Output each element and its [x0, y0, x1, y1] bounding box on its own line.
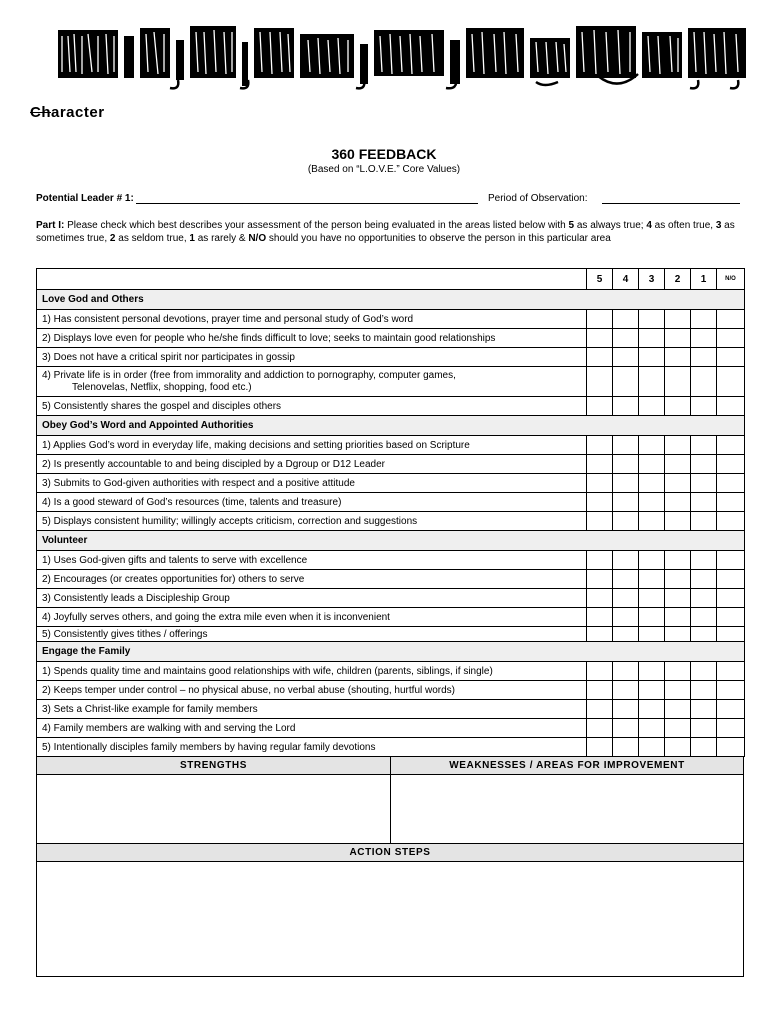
rating-cell-2[interactable] [665, 627, 691, 642]
action-steps-header: ACTION STEPS [37, 843, 743, 862]
rating-cell-1[interactable] [691, 608, 717, 627]
rating-cell-3[interactable] [639, 700, 665, 719]
rating-cell-1[interactable] [691, 397, 717, 416]
rating-cell-2[interactable] [665, 512, 691, 531]
rating-cell-4[interactable] [613, 738, 639, 757]
comments-section [36, 756, 744, 977]
rating-header-1: 1 [691, 269, 717, 290]
rating-cell-3[interactable] [639, 348, 665, 367]
rating-cell-5[interactable] [587, 738, 613, 757]
rating-cell-1[interactable] [691, 551, 717, 570]
criterion-text: 1) Applies God’s word in everyday life, making decisions and setting priorities based on Scripture [37, 436, 587, 455]
rating-cell-2[interactable] [665, 474, 691, 493]
criterion-row [37, 512, 745, 531]
section-row [37, 416, 745, 436]
criterion-text: 5) Consistently shares the gospel and disciples others [37, 397, 587, 416]
rating-cell-1[interactable] [691, 627, 717, 642]
rating-cell-2[interactable] [665, 329, 691, 348]
rating-cell-4[interactable] [613, 367, 639, 397]
rating-cell-no[interactable] [717, 719, 745, 738]
rating-cell-5[interactable] [587, 367, 613, 397]
rating-cell-no[interactable] [717, 681, 745, 700]
rating-cell-1[interactable] [691, 570, 717, 589]
rating-cell-3[interactable] [639, 329, 665, 348]
criterion-text: 4) Joyfully serves others, and going the extra mile even when it is inconvenient [37, 608, 587, 627]
criterion-text: 2) Encourages (or creates opportunities for) others to serve [37, 570, 587, 589]
rating-cell-no[interactable] [717, 738, 745, 757]
criterion-row [37, 738, 745, 757]
rating-cell-no[interactable] [717, 493, 745, 512]
criterion-row [37, 310, 745, 329]
rating-cell-4[interactable] [613, 608, 639, 627]
criterion-text: 3) Submits to God-given authorities with respect and a positive attitude [37, 474, 587, 493]
rating-cell-5[interactable] [587, 455, 613, 474]
rating-cell-5[interactable] [587, 493, 613, 512]
rating-header-2: 2 [665, 269, 691, 290]
rating-cell-5[interactable] [587, 700, 613, 719]
rating-header-no: N/O [717, 269, 745, 290]
rating-cell-3[interactable] [639, 436, 665, 455]
rating-cell-2[interactable] [665, 367, 691, 397]
rating-cell-2[interactable] [665, 738, 691, 757]
rating-header-5: 5 [587, 269, 613, 290]
rating-cell-1[interactable] [691, 367, 717, 397]
rating-cell-5[interactable] [587, 719, 613, 738]
rating-cell-2[interactable] [665, 570, 691, 589]
rating-cell-no[interactable] [717, 436, 745, 455]
rating-cell-4[interactable] [613, 493, 639, 512]
rating-cell-4[interactable] [613, 474, 639, 493]
rating-cell-3[interactable] [639, 310, 665, 329]
rating-cell-5[interactable] [587, 310, 613, 329]
rating-cell-3[interactable] [639, 397, 665, 416]
rating-cell-1[interactable] [691, 719, 717, 738]
rating-cell-4[interactable] [613, 700, 639, 719]
rating-cell-1[interactable] [691, 455, 717, 474]
rating-cell-2[interactable] [665, 608, 691, 627]
rating-cell-no[interactable] [717, 310, 745, 329]
rating-cell-4[interactable] [613, 719, 639, 738]
rating-cell-2[interactable] [665, 589, 691, 608]
criterion-row [37, 662, 745, 681]
criterion-text: 2) Is presently accountable to and being discipled by a Dgroup or D12 Leader [37, 455, 587, 474]
criterion-text: 5) Consistently gives tithes / offerings [37, 627, 587, 642]
rating-cell-no[interactable] [717, 474, 745, 493]
rating-cell-no[interactable] [717, 700, 745, 719]
section-row [37, 290, 745, 310]
leader-label: Potential Leader # 1: [36, 193, 134, 204]
period-label: Period of Observation: [488, 193, 588, 204]
criterion-text: 2) Keeps temper under control – no physical abuse, no verbal abuse (shouting, hurtful words) [37, 681, 587, 700]
rating-cell-1[interactable] [691, 512, 717, 531]
rating-cell-3[interactable] [639, 367, 665, 397]
rating-cell-2[interactable] [665, 700, 691, 719]
page-subtitle: (Based on “L.O.V.E.” Core Values) [307, 164, 461, 175]
criterion-row [37, 700, 745, 719]
rating-cell-4[interactable] [613, 551, 639, 570]
rating-cell-1[interactable] [691, 493, 717, 512]
criterion-text: 5) Intentionally disciples family members by having regular family devotions [37, 738, 587, 757]
rating-cell-2[interactable] [665, 551, 691, 570]
criterion-text: 3) Consistently leads a Discipleship Group [37, 589, 587, 608]
rating-cell-1[interactable] [691, 681, 717, 700]
rating-cell-2[interactable] [665, 310, 691, 329]
section-title: Love God and Others [37, 290, 745, 310]
rating-cell-2[interactable] [665, 681, 691, 700]
rating-cell-4[interactable] [613, 329, 639, 348]
rating-cell-5[interactable] [587, 627, 613, 642]
criterion-row [37, 493, 745, 512]
criterion-text: 1) Has consistent personal devotions, prayer time and personal study of God’s word [37, 310, 587, 329]
rating-cell-4[interactable] [613, 662, 639, 681]
rating-cell-5[interactable] [587, 474, 613, 493]
section-title: Volunteer [37, 531, 745, 551]
rating-cell-1[interactable] [691, 662, 717, 681]
rating-cell-4[interactable] [613, 589, 639, 608]
rating-cell-1[interactable] [691, 589, 717, 608]
rating-cell-3[interactable] [639, 627, 665, 642]
rating-cell-5[interactable] [587, 348, 613, 367]
rating-cell-1[interactable] [691, 738, 717, 757]
rating-cell-1[interactable] [691, 474, 717, 493]
section-title: Engage the Family [37, 642, 745, 662]
rating-cell-4[interactable] [613, 627, 639, 642]
criterion-row [37, 681, 745, 700]
rating-cell-5[interactable] [587, 589, 613, 608]
rating-cell-2[interactable] [665, 348, 691, 367]
criterion-text: 2) Displays love even for people who he/she finds difficult to love; seeks to maintain good relationships [37, 329, 587, 348]
rating-cell-3[interactable] [639, 681, 665, 700]
criterion-row [37, 329, 745, 348]
rating-cell-5[interactable] [587, 551, 613, 570]
rating-cell-4[interactable] [613, 455, 639, 474]
criterion-row [37, 627, 745, 642]
criterion-row [37, 719, 745, 738]
criterion-row [37, 455, 745, 474]
criterion-row [37, 397, 745, 416]
criterion-row [37, 551, 745, 570]
weaknesses-header: WEAKNESSES / AREAS FOR IMPROVEMENT [391, 756, 743, 775]
rating-cell-1[interactable] [691, 436, 717, 455]
rating-cell-3[interactable] [639, 608, 665, 627]
brand-logo-text: Character [30, 104, 105, 121]
rating-cell-2[interactable] [665, 493, 691, 512]
rating-cell-1[interactable] [691, 329, 717, 348]
rating-cell-5[interactable] [587, 397, 613, 416]
rating-cell-4[interactable] [613, 570, 639, 589]
rating-cell-5[interactable] [587, 608, 613, 627]
rating-cell-4[interactable] [613, 348, 639, 367]
rating-cell-5[interactable] [587, 329, 613, 348]
period-field[interactable] [602, 203, 740, 204]
rating-cell-no[interactable] [717, 570, 745, 589]
rating-cell-no[interactable] [717, 608, 745, 627]
rating-cell-2[interactable] [665, 436, 691, 455]
rating-cell-3[interactable] [639, 455, 665, 474]
rating-cell-3[interactable] [639, 474, 665, 493]
rating-cell-no[interactable] [717, 329, 745, 348]
rating-cell-5[interactable] [587, 512, 613, 531]
rating-cell-4[interactable] [613, 512, 639, 531]
rating-cell-3[interactable] [639, 589, 665, 608]
rating-cell-1[interactable] [691, 700, 717, 719]
rating-cell-no[interactable] [717, 512, 745, 531]
rating-cell-2[interactable] [665, 719, 691, 738]
rating-cell-4[interactable] [613, 310, 639, 329]
weaknesses-field[interactable] [391, 775, 743, 843]
rating-cell-3[interactable] [639, 719, 665, 738]
criterion-row [37, 367, 745, 397]
banner-graphic [58, 22, 748, 92]
rating-cell-5[interactable] [587, 662, 613, 681]
criterion-row [37, 474, 745, 493]
rating-cell-no[interactable] [717, 551, 745, 570]
criterion-row [37, 608, 745, 627]
criterion-text: 3) Does not have a critical spirit nor participates in gossip [37, 348, 587, 367]
rating-cell-3[interactable] [639, 493, 665, 512]
action-steps-field[interactable] [37, 862, 743, 976]
leader-name-field[interactable] [136, 203, 478, 204]
rating-cell-no[interactable] [717, 589, 745, 608]
rating-cell-4[interactable] [613, 681, 639, 700]
rating-cell-3[interactable] [639, 662, 665, 681]
rating-cell-2[interactable] [665, 397, 691, 416]
section-row [37, 642, 745, 662]
rating-cell-no[interactable] [717, 397, 745, 416]
rating-header-4: 4 [613, 269, 639, 290]
criterion-text: 3) Sets a Christ-like example for family members [37, 700, 587, 719]
criterion-row [37, 436, 745, 455]
rating-cell-2[interactable] [665, 455, 691, 474]
criterion-text: 4) Family members are walking with and serving the Lord [37, 719, 587, 738]
rating-table [36, 268, 745, 757]
page-title: 360 FEEDBACK [331, 146, 437, 162]
leader-row [36, 193, 742, 209]
rating-cell-3[interactable] [639, 551, 665, 570]
criterion-text: 4) Is a good steward of God’s resources (time, talents and treasure) [37, 493, 587, 512]
rating-cell-3[interactable] [639, 570, 665, 589]
criterion-text: 1) Spends quality time and maintains good relationships with wife, children (parents, siblings, if single) [37, 662, 587, 681]
criterion-text: 5) Displays consistent humility; willingly accepts criticism, correction and suggestions [37, 512, 587, 531]
rating-cell-1[interactable] [691, 348, 717, 367]
criterion-text: 1) Uses God-given gifts and talents to serve with excellence [37, 551, 587, 570]
instructions: Part I: Please check which best describes your assessment of the person being evaluated in the areas listed below with 5 as always true; 4 as often true, 3 as sometimes true, 2 as seldom true, 1 as rarely & N/O should you have no opportunities to observe the person in this particular area [36, 220, 735, 244]
rating-cell-5[interactable] [587, 570, 613, 589]
section-row [37, 531, 745, 551]
criterion-text: 4) Private life is in order (free from immorality and addiction to pornography, computer games, Telenovelas, Netflix, shopping, food etc.) [37, 367, 587, 397]
criterion-row [37, 570, 745, 589]
rating-cell-2[interactable] [665, 662, 691, 681]
rating-cell-5[interactable] [587, 681, 613, 700]
rating-cell-no[interactable] [717, 455, 745, 474]
rating-cell-4[interactable] [613, 397, 639, 416]
criterion-row [37, 348, 745, 367]
rating-cell-3[interactable] [639, 738, 665, 757]
strengths-header: STRENGTHS [37, 756, 390, 775]
rating-cell-no[interactable] [717, 662, 745, 681]
section-title: Obey God’s Word and Appointed Authorities [37, 416, 745, 436]
rating-cell-3[interactable] [639, 512, 665, 531]
rating-cell-no[interactable] [717, 348, 745, 367]
rating-cell-4[interactable] [613, 436, 639, 455]
rating-cell-no[interactable] [717, 627, 745, 642]
rating-header-row [37, 269, 745, 290]
rating-cell-1[interactable] [691, 310, 717, 329]
rating-cell-5[interactable] [587, 436, 613, 455]
rating-header-3: 3 [639, 269, 665, 290]
rating-cell-no[interactable] [717, 367, 745, 397]
strengths-field[interactable] [37, 775, 390, 843]
criterion-row [37, 589, 745, 608]
